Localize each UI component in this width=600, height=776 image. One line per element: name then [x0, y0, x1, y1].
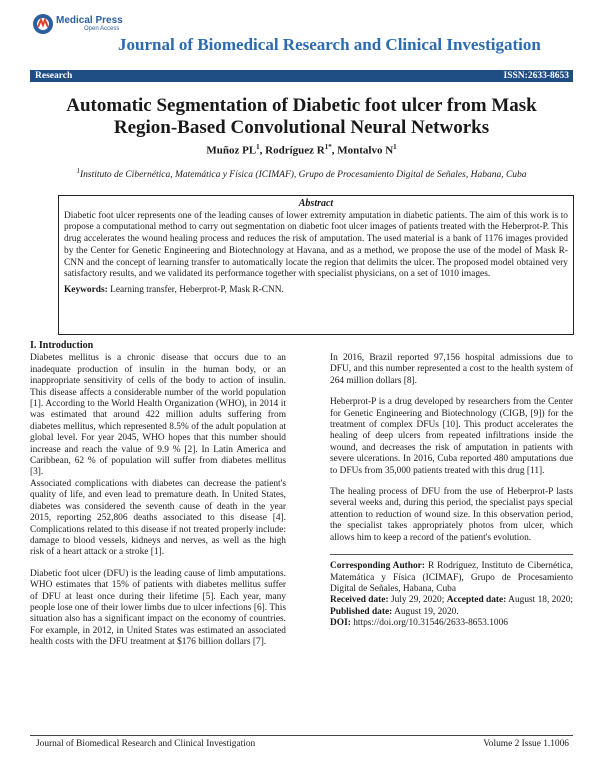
- title-line-1: Automatic Segmentation of Diabetic foot ulcer from Mask: [66, 95, 537, 116]
- published-label: Published date:: [330, 606, 393, 617]
- author-sup: 1: [256, 143, 260, 151]
- publisher-logo: [32, 13, 123, 35]
- paragraph: Diabetes mellitus is a chronic disease that occurs due to an inadequate production of insulin in the human body, or an inappropriate sensitivity of cells of the body to action of insulin. This disease affects a considerable number of the world population [1]. According to the World Health Organization (WHO), in 2014 it was estimated that around 422 million adults suffering from diabetes mellitus, which represented 8.5% of the adult population at global level. For year 2045, WHO hopes that this number should increase and reach the value of 9.9 % [2]. In Latin America and Caribbean, 62 % of population will suffer from diabetes mellitus [3].: [30, 353, 286, 478]
- doi-link[interactable]: https://doi.org/10.31546/2633-8653.1006: [353, 618, 508, 629]
- abstract-heading: Abstract: [298, 198, 334, 209]
- issn: ISSN:2633-8653: [503, 71, 569, 81]
- paragraph: Diabetic foot ulcer (DFU) is the leading cause of limb amputations. WHO estimates that 15% of patients with diabetes mellitus suffer of DFU at least once during their lifetime [5]. Each year, many people lose one of their lower limbs due to ulcer infections [6]. This situation also has a significant impact on the economy of countries. For example, in 2012, in United States was estimated an associated health costs with the DFU treatment at $176 billion dollars [7].: [30, 568, 286, 648]
- paragraph: Associated complications with diabetes can decrease the patient's quality of life, and even lead to premature death. In United States, diabetes was considered the seventh cause of death in the year 2015, reporting 252,806 deaths associated to this disease [4]. Complications related to this disease if not treated properly include: damage to blood vessels, kidneys and nerves, as well as the high risk of a heart attack or a stroke [1].: [30, 478, 286, 558]
- keywords-text: Learning transfer, Heberprot-P, Mask R-CNN.: [110, 284, 284, 295]
- publisher-tagline: Open Access: [84, 26, 120, 32]
- author-sup: 1: [393, 143, 397, 151]
- corresponding-label: Corresponding Author:: [330, 561, 425, 572]
- left-column: [30, 340, 286, 659]
- author-name: Muñoz PL: [206, 144, 257, 157]
- paragraph: In 2016, Brazil reported 97,156 hospital admissions due to DFU, and this number represented a cost to the health system of 264 million dollars [8].: [330, 353, 573, 386]
- medical-press-logo-icon: [32, 13, 54, 35]
- abstract-box: [58, 195, 574, 335]
- author-name: Montalvo N: [337, 144, 394, 157]
- doi-label: DOI:: [330, 618, 351, 629]
- author-name: Rodríguez R: [265, 144, 325, 157]
- paragraph: The healing process of DFU from the use of Heberprot-P lasts several weeks and, during this period, the specialist pays special attention to reduction of wound size. In this observation period, the specialist takes appropriately photos from ulcer, which allows him to keep a record of the patient's evolution.: [330, 487, 573, 543]
- title-line-2: Region-Based Convolutional Neural Networks: [113, 117, 490, 138]
- affiliation-text: Instituto de Cibernética, Matemática y Física (ICIMAF), Grupo de Procesamiento Digital de Señales, Habana, Cuba: [79, 170, 527, 181]
- corresponding-text: R Rodríguez, Instituto de Cibernética, Matemática y Física (ICIMAF), Grupo de Procesamiento Digital de Señales, Habana, Cuba: [330, 561, 574, 594]
- journal-title: Journal of Biomedical Research and Clinical Investigation: [118, 35, 541, 54]
- author-list: Muñoz $PL^1$, Rodríguez $R^{1*}$, Montalvo $N^1$: [206, 143, 397, 157]
- author-sup: 1*: [324, 143, 332, 151]
- affiliation-sup: 1: [76, 167, 80, 175]
- received-label: Received date:: [330, 595, 389, 606]
- section-heading: I. Introduction: [30, 340, 94, 351]
- paragraph: Heberprot-P is a drug developed by researchers from the Center for Genetic Engineering and Biotechnology (CIGB, [9]) for the treatment of complex DFUs [10]. This product accelerates the healing of deep ulcers from repeated infiltrations inside the wound, and decreases the risk of amputation in patients with severe ulcerations. In 2016, Cuba reported 480 amputations due to DFUs from 35,000 patients treated with this drug [11].: [330, 397, 573, 476]
- footer-volume: Volume 2 Issue 1.1006: [483, 739, 569, 749]
- abstract-text: Diabetic foot ulcer represents one of the leading causes of lower extremity amputation in diabetic patients. The aim of this work is to propose a computational method to carry out segmentation on diabetic foot ulcer images of patients treated with the Heberprot-P. This drug accelerates the wound healing process and reduces the risk of amputation. The used material is a bank of 1176 images provided by the Center for Genetic Engineering and Biotechnology at Havana, and as a method, we propose the use of the model of Mask R-CNN and the concept of learning transfer to automatically locate the region that delimits the ulcer. The proposed model obtained very satisfactory results, and we validated its performance together with specialist physicians, on a set of 1010 images.: [64, 210, 568, 280]
- article-type-bar: [30, 70, 573, 82]
- correspondence-block: [330, 554, 573, 629]
- published-date: August 19, 2020.: [394, 606, 459, 617]
- accepted-label: Accepted date:: [446, 595, 507, 606]
- keywords: [64, 285, 568, 297]
- footer-journal: Journal of Biomedical Research and Clinical Investigation: [36, 739, 256, 749]
- right-column: [330, 353, 573, 630]
- received-date: July 29, 2020;: [390, 595, 445, 606]
- article-type: Research: [35, 71, 73, 81]
- publisher-name: Medical Press: [56, 15, 123, 26]
- affiliation: [30, 167, 573, 180]
- article-title: [30, 95, 573, 139]
- accepted-date: August 18, 2020;: [508, 595, 574, 606]
- page-footer: [30, 735, 573, 749]
- keywords-label: Keywords:: [64, 284, 108, 295]
